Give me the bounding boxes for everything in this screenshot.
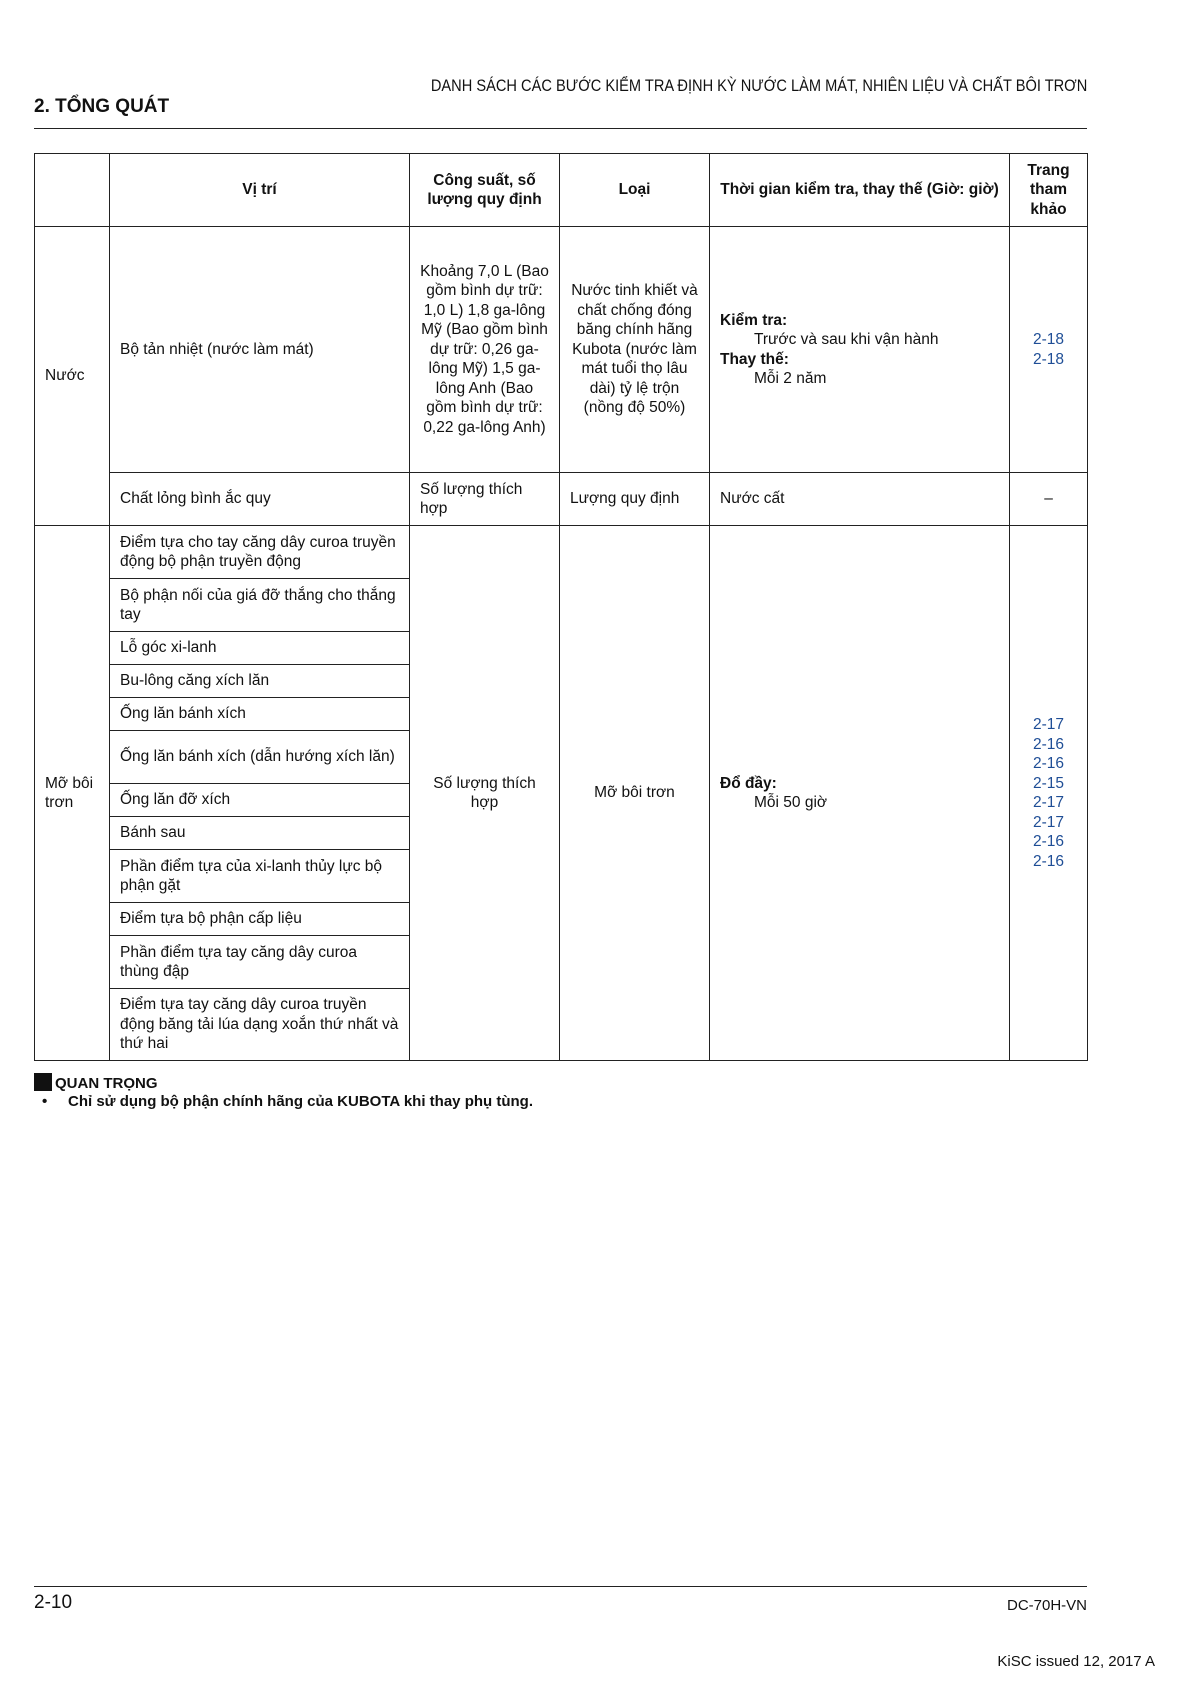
header-type: Loại	[560, 154, 710, 227]
section-title: 2. TỔNG QUÁT	[34, 96, 170, 117]
grease-position: Ống lăn bánh xích	[110, 698, 410, 731]
fill-value: Mỗi 50 giờ	[754, 794, 828, 811]
footer-divider	[34, 1586, 1087, 1587]
replace-value: Mỗi 2 năm	[754, 370, 827, 387]
header-divider	[34, 128, 1087, 129]
ref-link[interactable]: 2-18	[1032, 331, 1065, 348]
table-row	[35, 473, 1088, 526]
ref-link[interactable]: 2-17	[1032, 813, 1065, 831]
interval-grease	[710, 526, 1010, 1061]
check-label: Kiểm tra:	[720, 311, 788, 329]
important-note	[42, 1093, 533, 1110]
group-water: Nước	[35, 227, 110, 526]
grease-position: Ống lăn bánh xích (dẫn hướng xích lăn)	[110, 731, 410, 784]
important-title: QUAN TRỌNG	[55, 1075, 158, 1092]
ref-link[interactable]: 2-17	[1032, 794, 1065, 811]
grease-position: Bánh sau	[110, 817, 410, 850]
bullet-icon: •	[42, 1093, 48, 1110]
grease-position: Điểm tựa tay căng dây curoa truyền động băng tải lúa dạng xoắn thứ nhất và thứ hai	[110, 989, 410, 1061]
check-value: Trước và sau khi vận hành	[754, 331, 939, 348]
header-interval: Thời gian kiểm tra, thay thế (Giờ: giờ)	[710, 154, 1010, 227]
grease-position: Điểm tựa cho tay căng dây curoa truyền động bộ phận truyền động	[110, 526, 410, 579]
page-header-title: DANH SÁCH CÁC BƯỚC KIỂM TRA ĐỊNH KỲ NƯỚC LÀM MÁT, NHIÊN LIỆU VÀ CHẤT BÔI TRƠN	[430, 76, 1087, 95]
header-group	[35, 154, 110, 227]
inspection-table	[34, 153, 1088, 1061]
grease-position: Điểm tựa bộ phận cấp liệu	[110, 903, 410, 936]
capacity-grease: Số lượng thích hợp	[410, 526, 560, 1061]
document-code: DC-70H-VN	[1006, 1597, 1087, 1614]
table-row	[35, 227, 1088, 473]
type-radiator: Nước tinh khiết và chất chống đóng băng chính hãng Kubota (nước làm mát tuổi thọ lâu dài) tỷ lệ trộn (nồng độ 50%)	[560, 227, 710, 473]
grease-position: Phần điểm tựa tay căng dây curoa thùng đập	[110, 936, 410, 989]
grease-position: Phần điểm tựa của xi-lanh thủy lực bộ phận gặt	[110, 850, 410, 903]
fill-label: Đổ đầy:	[720, 774, 777, 792]
ref-link[interactable]: 2-16	[1032, 852, 1065, 870]
important-heading	[34, 1073, 158, 1092]
ref-link[interactable]: 2-17	[1032, 716, 1065, 733]
header-position: Vị trí	[110, 154, 410, 227]
capacity-radiator: Khoảng 7,0 L (Bao gồm bình dự trữ: 1,0 L) 1,8 ga-lông Mỹ (Bao gồm bình dự trữ: 0,26 ga-lông Mỹ) 1,5 ga-lông Anh (Bao gồm bình dự trữ: 0,22 ga-lông Anh)	[410, 227, 560, 473]
ref-link[interactable]: 2-18	[1032, 350, 1065, 368]
ref-link[interactable]: 2-16	[1032, 833, 1065, 850]
table-header-row	[35, 154, 1088, 227]
reference-grease	[1010, 526, 1088, 1061]
issue-note: KiSC issued 12, 2017 A	[997, 1653, 1155, 1670]
reference-radiator	[1010, 227, 1088, 473]
page-number: 2-10	[34, 1592, 73, 1613]
ref-link[interactable]: 2-16	[1032, 735, 1065, 753]
interval-battery: Nước cất	[710, 473, 1010, 526]
capacity-battery: Số lượng thích hợp	[410, 473, 560, 526]
header-capacity: Công suất, số lượng quy định	[410, 154, 560, 227]
position-battery: Chất lỏng bình ắc quy	[110, 473, 410, 526]
grease-position: Bu-lông căng xích lăn	[110, 665, 410, 698]
ref-link[interactable]: 2-15	[1032, 774, 1065, 792]
reference-battery: –	[1010, 473, 1088, 526]
important-text: Chỉ sử dụng bộ phận chính hãng của KUBOTA khi thay phụ tùng.	[68, 1093, 533, 1110]
ref-link[interactable]: 2-16	[1032, 755, 1065, 772]
grease-position: Ống lăn đỡ xích	[110, 784, 410, 817]
grease-position: Bộ phận nối của giá đỡ thắng cho thắng tay	[110, 579, 410, 632]
interval-radiator	[710, 227, 1010, 473]
black-square-icon	[34, 1073, 52, 1091]
header-reference: Trang tham khảo	[1010, 154, 1088, 227]
grease-position: Lỗ góc xi-lanh	[110, 632, 410, 665]
table-row	[35, 526, 1088, 579]
replace-label: Thay thế:	[720, 350, 789, 368]
type-grease: Mỡ bôi trơn	[560, 526, 710, 1061]
position-radiator: Bộ tản nhiệt (nước làm mát)	[110, 227, 410, 473]
type-battery: Lượng quy định	[560, 473, 710, 526]
group-grease: Mỡ bôi trơn	[35, 526, 110, 1061]
